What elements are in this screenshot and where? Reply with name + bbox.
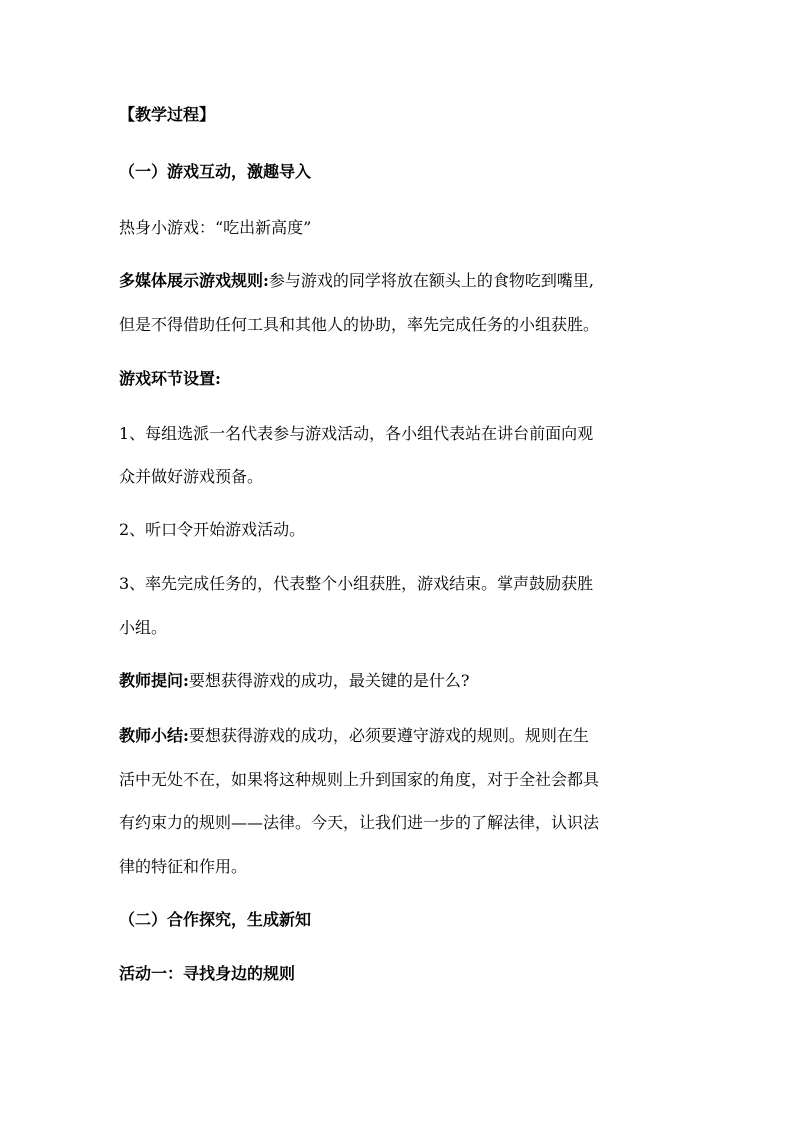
teacher-summary-line-2: 活中无处不在，如果将这种规则上升到国家的角度，对于全社会都具 [119,770,600,789]
part1-heading: （一）游戏互动，激趣导入 [119,162,312,181]
step1-line-1: 1、每组选派一名代表参与游戏活动，各小组代表站在讲台前面向观 [119,424,594,443]
setup-label: 游戏环节设置: [119,369,221,388]
step1-line-2: 众并做好游戏预备。 [119,467,264,486]
question-label: 教师提问: [119,671,189,690]
teacher-summary-line-1 [119,725,679,747]
teacher-summary-line-3: 有约束力的规则——法律。今天，让我们进一步的了解法律，认识法 [119,813,600,832]
rules-paragraph-line-2: 但是不得借助任何工具和其他人的协助，率先完成任务的小组获胜。 [119,315,600,334]
section-title: 【教学过程】 [119,105,216,124]
step2-line: 2、听口令开始游戏活动。 [119,520,306,539]
teacher-question [119,670,679,692]
summary-text-1: 要想获得游戏的成功，必须要遵守游戏的规则。规则在生 [188,726,589,745]
rules-text-1: 参与游戏的同学将放在额头上的食物吃到嘴里, [268,271,595,290]
rules-label: 多媒体展示游戏规则: [119,271,269,290]
activity1-heading: 活动一：寻找身边的规则 [119,964,296,983]
teacher-summary-line-4: 律的特征和作用。 [119,857,248,876]
summary-label: 教师小结: [119,726,189,745]
warmup-game-line: 热身小游戏：“吃出新高度” [119,218,312,237]
question-text: 要想获得游戏的成功，最关键的是什么? [188,671,470,690]
rules-paragraph-line-1 [119,270,679,292]
step3-line-2: 小组。 [119,618,168,637]
step3-line-1: 3、率先完成任务的，代表整个小组获胜，游戏结束。掌声鼓励获胜 [119,574,594,593]
part2-heading: （二）合作探究，生成新知 [119,910,312,929]
